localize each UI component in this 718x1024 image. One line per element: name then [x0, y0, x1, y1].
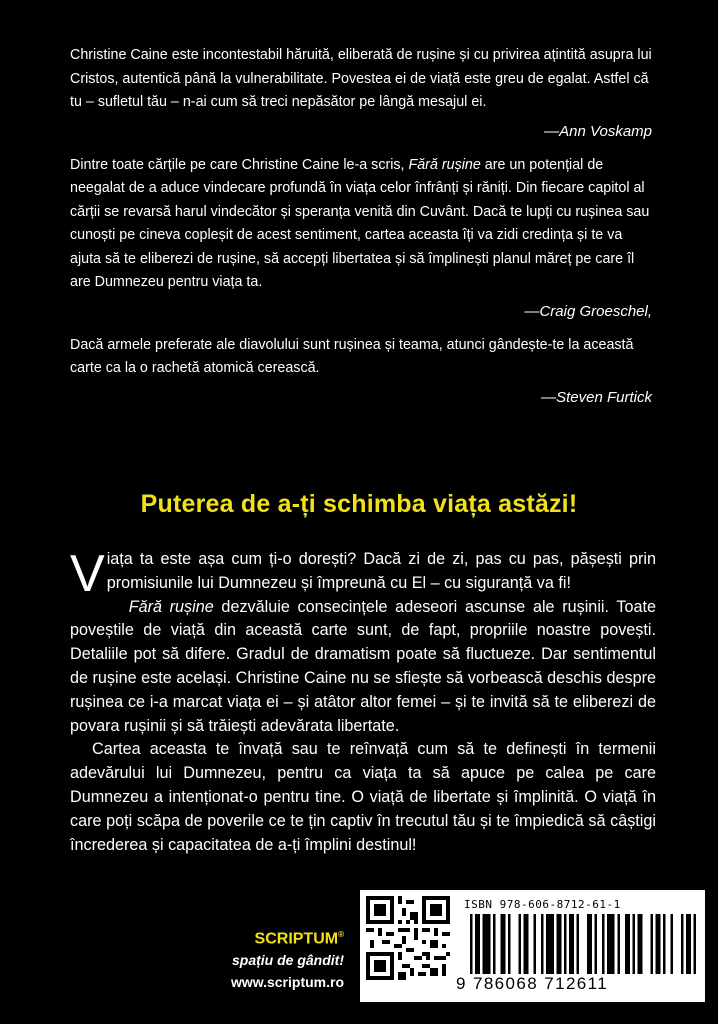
endorsement-quote: Christine Caine este incontestabil hăruită, eliberată de rușine și cu privirea ațintită asupra lui Cristos, autentică până la vulnerabilitate. Povestea ei de viață este greu de egalat. Astfel că tu – sufletul tău – n-ai cum să treci nepăsător pe lângă mesajul ei.: [70, 47, 652, 110]
barcode-bar: [650, 914, 653, 974]
isbn-label: ISBN 978-606-8712-61-1: [464, 898, 621, 911]
barcode-bar: [470, 914, 473, 974]
ean-digits: 9 786068 712611: [456, 974, 609, 993]
barcode-bar: [556, 914, 561, 974]
barcode-bar: [638, 914, 643, 974]
quote-text: are un potențial de neegalat de a aduce vindecare profundă în viața celor înfrânți și răniți. Din fiecare capitol al cărții se revarsă harul vindecător și speranța venită din Cuvânt. Dacă te lupți cu rușinea sau cunoști pe cineva copleșit de acest sentiment, cartea aceasta îți va zidi credința și te va ajuta să te eliberezi de rușine, să accepți libertatea și să împlinești planul măreț pe care îl are Dumnezeu pentru viața ta.: [70, 156, 650, 290]
qr-code-icon: [366, 896, 450, 980]
description-paragraph: [70, 545, 656, 603]
publisher-block: [231, 930, 344, 990]
publisher-website: www.scriptum.ro: [230, 974, 344, 991]
endorsement-author: —Ann Voskamp: [544, 122, 652, 140]
ean-barcode-icon: [470, 914, 696, 974]
barcode-bar: [569, 914, 574, 974]
barcode-bar: [523, 914, 528, 974]
publisher-name: SCRIPTUM: [254, 930, 339, 948]
endorsement-quote: Dacă armele preferate ale diavolului sunt rușinea și teama, atunci gândește-te la această carte ca la o rachetă atomică cerească.: [70, 336, 634, 376]
barcode-bar: [693, 914, 696, 974]
paragraph-text: dezvăluie consecințele adeseori ascunse ale rușinii. Toate poveștile de viață din această carte sunt, de fapt, propriile noastre povești. Detaliile pot să difere. Gradul de dramatism poate să fluctueze. Dar sentimentul de rușine este același. Christine Caine nu se sfiește să vorbească deschis despre rușinea ce i-a marcat viața ei – și atâtor altor femei – și te invită să te eliberezi de povara rușinii și să trăiești adevărata libertate.: [70, 597, 656, 735]
registered-mark: ®: [338, 930, 344, 939]
quote-text: Dintre toate cărțile pe care Christine Caine le-a scris,: [70, 156, 409, 173]
description-body: [70, 545, 656, 857]
barcode-bar: [594, 914, 597, 974]
endorsements-section: [70, 44, 652, 420]
barcode-bar: [541, 914, 544, 974]
barcode-bar: [663, 914, 666, 974]
barcode-bar: [564, 914, 567, 974]
barcode-bar: [617, 914, 620, 974]
barcode-bar: [671, 914, 674, 974]
headline: Puterea de a-ți schimba viața astăzi!: [140, 490, 578, 518]
endorsement-author: —Craig Groeschel,: [524, 302, 652, 320]
barcode-bar: [533, 914, 536, 974]
book-title-italic: Fără rușine: [408, 156, 481, 173]
barcode-area: [360, 890, 705, 1002]
barcode-bar: [518, 914, 521, 974]
barcode-bar: [602, 914, 605, 974]
drop-cap: V: [70, 545, 105, 603]
barcode-bar: [546, 914, 554, 974]
barcode-bar: [587, 914, 592, 974]
barcode-bar: [655, 914, 660, 974]
publisher-slogan: spațiu de gândit!: [232, 952, 344, 969]
barcode-bar: [475, 914, 480, 974]
barcode-bar: [625, 914, 630, 974]
barcode-bar: [681, 914, 684, 974]
endorsement-quote: [70, 154, 652, 295]
barcode-bar: [483, 914, 491, 974]
barcode-bar: [577, 914, 580, 974]
barcode-bar: [493, 914, 496, 974]
book-title-italic: Fără rușine: [128, 597, 214, 616]
description-paragraph: Cartea aceasta te învață sau te reînvață cum să te definești în termenii adevărului lui Dumnezeu, pentru ca viața ta să apuce pe calea pe care Dumnezeu a intenționat-o pentru tine. O viață de libertate și împlinită. O viață în care poți scăpa de poverile ce te țin captiv în trecutul tău și te împiedică să câștigi încrederea și capacitatea de a-ți împlini destinul!: [70, 740, 656, 854]
barcode-bar: [686, 914, 691, 974]
description-paragraph: [70, 596, 656, 739]
publisher-logo: [231, 930, 344, 948]
paragraph-text: iața ta este așa cum ți-o dorești? Dacă zi de zi, pas cu pas, pășești prin promisiunile lui Dumnezeu și împreună cu El – cu siguranță va fi!: [106, 550, 656, 592]
endorsement-author: —Steven Furtick: [541, 388, 652, 406]
barcode-bar: [633, 914, 636, 974]
barcode-bar: [607, 914, 615, 974]
barcode-bar: [508, 914, 511, 974]
barcode-bar: [500, 914, 505, 974]
